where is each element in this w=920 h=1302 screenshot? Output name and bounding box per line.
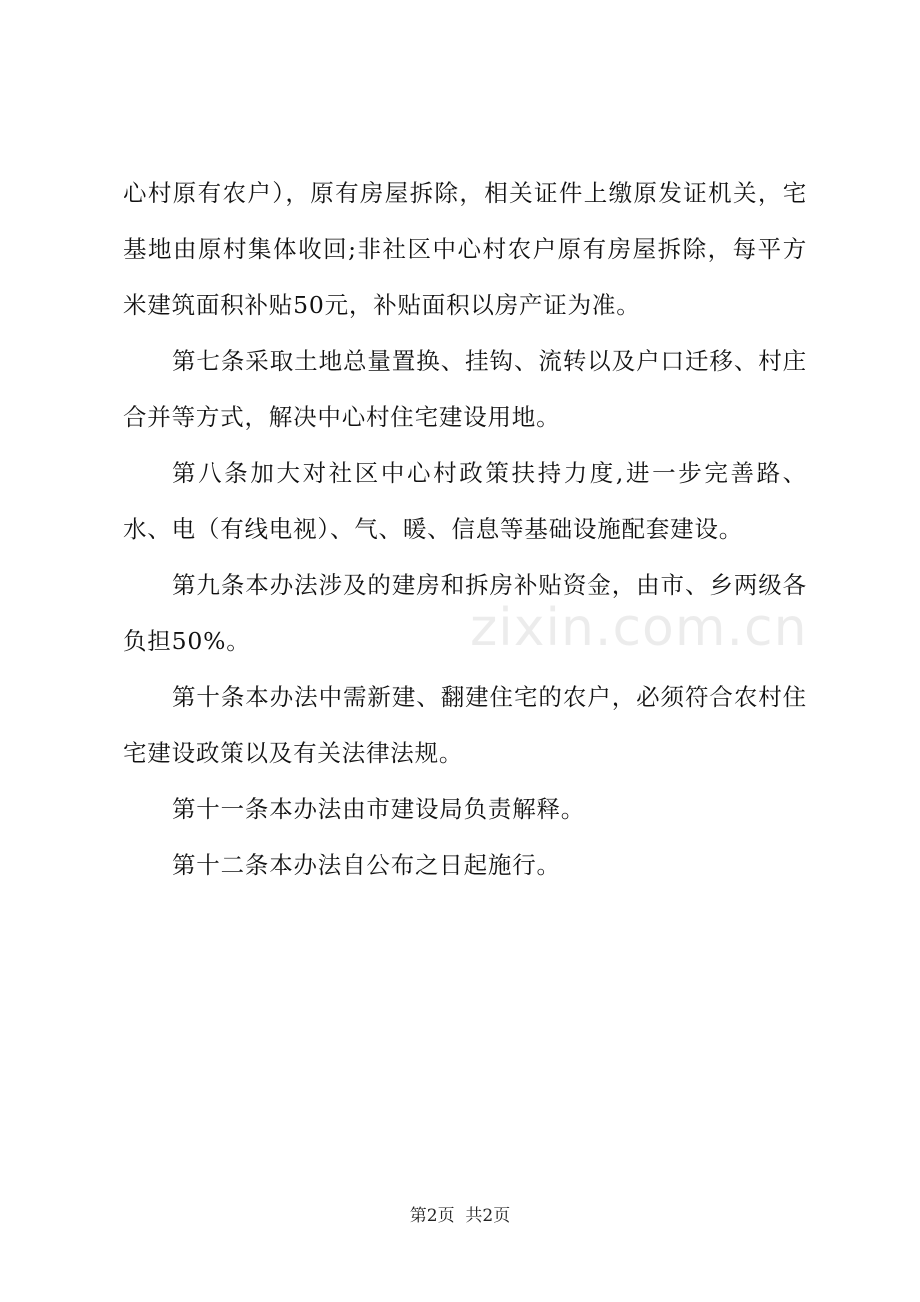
article-9-paragraph: 第九条本办法涉及的建房和拆房补贴资金，由市、乡两级各负担50%。 xyxy=(123,571,807,655)
site-watermark: zixin.com.cn xyxy=(470,598,808,658)
document-body xyxy=(123,165,807,893)
article-10-paragraph: 第十条本办法中需新建、翻建住宅的农户，必须符合农村住宅建设政策以及有关法律法规。 xyxy=(123,683,807,767)
paragraph-continuation: 心村原有农户），原有房屋拆除，相关证件上缴原发证机关，宅基地由原村集体收回;非社区中心村农户原有房屋拆除，每平方米建筑面积补贴50元，补贴面积以房产证为准。 xyxy=(123,179,807,319)
article-7-paragraph: 第七条采取土地总量置换、挂钩、流转以及户口迁移、村庄合并等方式，解决中心村住宅建设用地。 xyxy=(123,347,807,431)
article-11-paragraph: 第十一条本办法由市建设局负责解释。 xyxy=(172,795,586,823)
article-12-paragraph: 第十二条本办法自公布之日起施行。 xyxy=(172,851,561,879)
article-8-paragraph: 第八条加大对社区中心村政策扶持力度,进一步完善路、水、电（有线电视）、气、暖、信息等基础设施配套建设。 xyxy=(123,459,807,543)
page-number-footer: 第2页 共2页 xyxy=(409,1206,511,1226)
